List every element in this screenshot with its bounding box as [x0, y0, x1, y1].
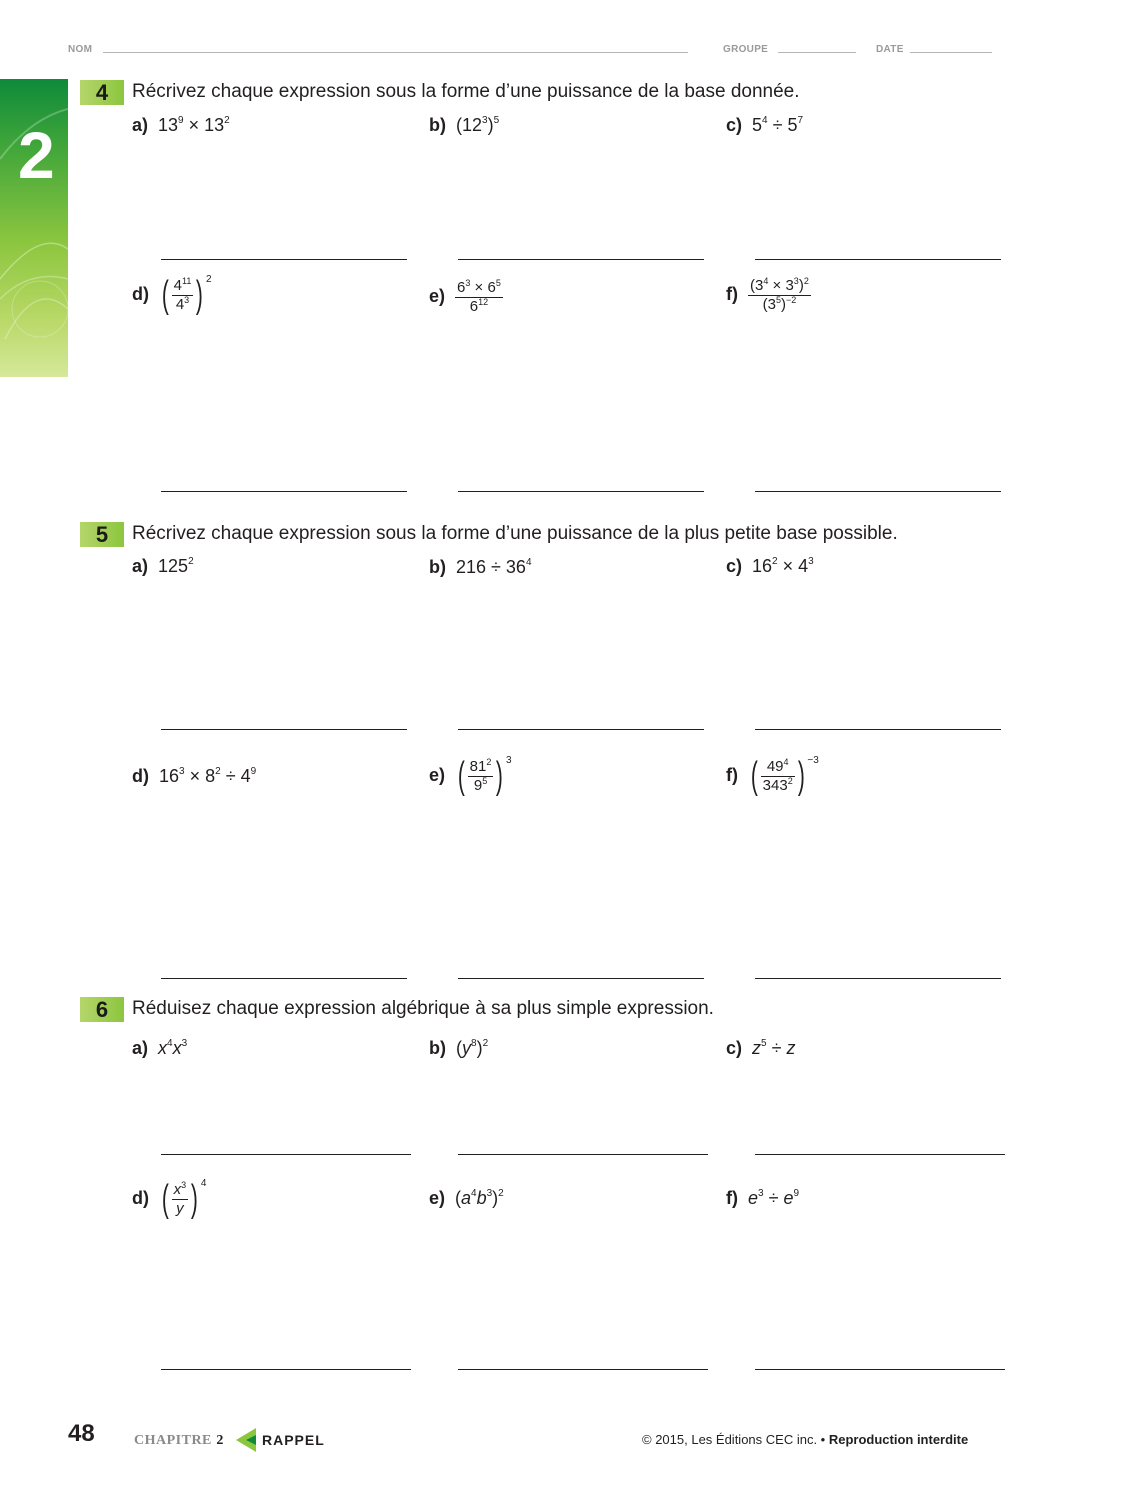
q6-c-expression: $z^5 \div z$: [752, 1038, 796, 1058]
q6-b-expression: $(y^8)^2$: [456, 1038, 489, 1058]
q4-instruction: Récrivez chaque expression sous la forme d’une puissance de la base donnée.: [132, 81, 800, 102]
q4-b-label: b): [429, 115, 446, 135]
q4-e-expression: $\frac{6^3 \times 6^5}{6^{12}}$: [457, 278, 501, 315]
q6-e-expression: $(a^4b^3)^2$: [455, 1188, 504, 1208]
q5-a: [132, 556, 194, 577]
q4-b-answer-line[interactable]: [458, 259, 704, 260]
page-number: 48: [68, 1420, 95, 1447]
q5-c-answer-line[interactable]: [755, 729, 1001, 730]
footer-section: RAPPEL: [262, 1432, 325, 1448]
q6-f-expression: $e^3 \div e^9$: [748, 1188, 800, 1208]
q6-f-label: f): [726, 1188, 738, 1208]
q4-f-expression: $\frac{(3^4 \times 3^3)^2}{(3^5)^{-2}}$: [750, 276, 809, 313]
groupe-line[interactable]: [778, 52, 856, 53]
q4-c-answer-line[interactable]: [755, 259, 1001, 260]
q6-a-label: a): [132, 1038, 149, 1058]
footer-chapter-number: 2: [216, 1433, 224, 1448]
rights-text: Reproduction interdite: [828, 1432, 969, 1447]
q6-d: [132, 1177, 207, 1220]
q5-f: [726, 754, 819, 797]
q4-b-expression: $(12^3)^5$: [456, 115, 500, 135]
q5-instruction: Récrivez chaque expression sous la forme d’une puissance de la plus petite base possible.: [132, 523, 898, 544]
q6-a-answer-line[interactable]: [161, 1154, 411, 1155]
q5-d-answer-line[interactable]: [161, 978, 407, 979]
footer-copyright: [642, 1432, 968, 1447]
q6-b-answer-line[interactable]: [458, 1154, 708, 1155]
q5-a-expression: $125^2$: [158, 556, 194, 576]
chapter-tab: [0, 79, 68, 377]
q6-f-answer-line[interactable]: [755, 1369, 1005, 1370]
footer-chapter-word: CHAPITRE: [134, 1433, 212, 1448]
q4-c-expression: $5^4 \div 5^7$: [752, 115, 804, 135]
q4-f: [726, 276, 811, 314]
q6-a-expression: $x^4x^3$: [158, 1038, 188, 1058]
q5-c-label: c): [726, 556, 743, 576]
q4-d: [132, 273, 212, 316]
q5-f-label: f): [726, 764, 738, 785]
q4-c-label: c): [726, 115, 743, 135]
date-label: DATE: [876, 44, 904, 55]
q4-c: [726, 115, 803, 136]
q5-a-answer-line[interactable]: [161, 729, 407, 730]
q5-number: 5: [80, 522, 124, 547]
q5-f-expression: ( $\frac{49^4}{343^2}$ ) $^{-3}$: [750, 754, 819, 797]
nom-line[interactable]: [103, 52, 688, 53]
q6-d-label: d): [132, 1187, 149, 1208]
q6-c-answer-line[interactable]: [755, 1154, 1005, 1155]
q6-c-label: c): [726, 1038, 743, 1058]
q5-e-answer-line[interactable]: [458, 978, 704, 979]
q4-a-label: a): [132, 115, 149, 135]
q5-d-expression: $16^3 \times 8^2 \div 4^9$: [159, 766, 257, 786]
q6-e-label: e): [429, 1188, 446, 1208]
q6-e-answer-line[interactable]: [458, 1369, 708, 1370]
q6-b: [429, 1038, 488, 1059]
nom-label: NOM: [68, 44, 93, 55]
q5-b: [429, 557, 532, 578]
q4-f-answer-line[interactable]: [755, 491, 1001, 492]
arrow-left-icon: [234, 1427, 258, 1453]
q6-instruction: Réduisez chaque expression algébrique à sa plus simple expression.: [132, 998, 714, 1019]
q5-e-label: e): [429, 764, 446, 785]
q4-e-answer-line[interactable]: [458, 491, 704, 492]
q4-d-answer-line[interactable]: [161, 491, 407, 492]
q4-a-expression: $13^9 \times 13^2$: [158, 115, 230, 135]
q5-a-label: a): [132, 556, 149, 576]
q5-e-expression: ( $\frac{81^2}{9^5}$ ) $^3$: [457, 754, 512, 797]
q6-b-label: b): [429, 1038, 446, 1058]
q6-d-expression: ( $\frac{x^3}{y}$ ) $^4$: [161, 1177, 207, 1220]
q6-c: [726, 1038, 795, 1059]
q4-b: [429, 115, 499, 136]
q5-d-label: d): [132, 766, 149, 786]
q4-e: [429, 278, 503, 316]
q6-f: [726, 1188, 799, 1209]
q4-e-label: e): [429, 285, 446, 306]
q5-b-expression: $216 \div 36^4$: [456, 557, 532, 577]
q5-b-answer-line[interactable]: [458, 729, 704, 730]
q5-e: [429, 754, 512, 797]
footer-chapter: [134, 1431, 224, 1449]
q4-f-label: f): [726, 283, 738, 304]
q4-d-expression: ( $\frac{4^{11}}{4^3}$ ) $^2$: [161, 273, 212, 316]
q5-d: [132, 766, 256, 787]
copyright-text: © 2015, Les Éditions CEC inc. •: [642, 1432, 826, 1447]
q5-c-expression: $16^2 \times 4^3$: [752, 556, 814, 576]
q4-a-answer-line[interactable]: [161, 259, 407, 260]
q6-e: [429, 1188, 504, 1209]
q5-f-answer-line[interactable]: [755, 978, 1001, 979]
q4-number: 4: [80, 80, 124, 105]
chapter-tab-number: 2: [18, 118, 55, 192]
q4-d-label: d): [132, 283, 149, 304]
q6-d-answer-line[interactable]: [161, 1369, 411, 1370]
q6-a: [132, 1038, 187, 1059]
q6-number: 6: [80, 997, 124, 1022]
q5-c: [726, 556, 814, 577]
q4-a: [132, 115, 230, 136]
date-line[interactable]: [910, 52, 992, 53]
q5-b-label: b): [429, 557, 446, 577]
groupe-label: GROUPE: [723, 44, 769, 55]
